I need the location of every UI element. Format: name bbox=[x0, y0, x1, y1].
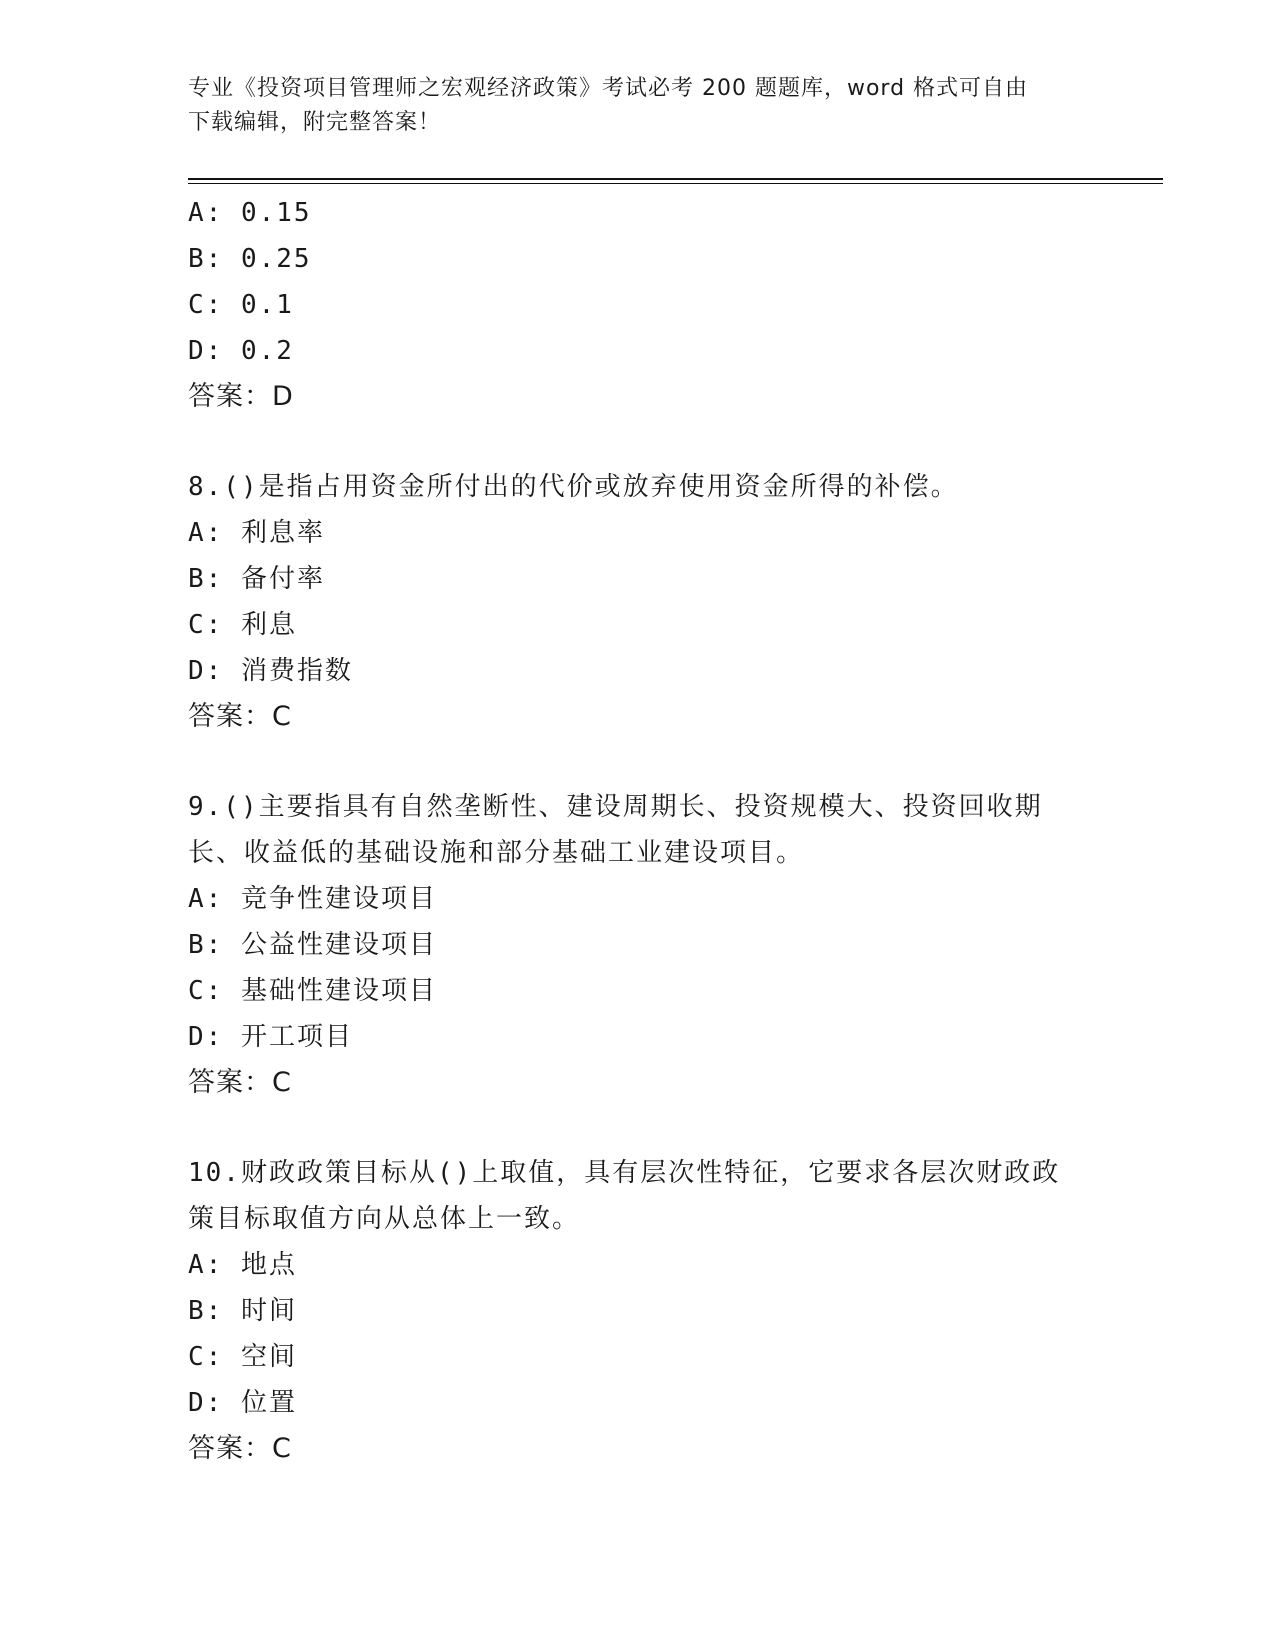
question-9 bbox=[188, 784, 1088, 1106]
option-c: C: 利息 bbox=[188, 610, 297, 640]
option-a: A: 0.15 bbox=[188, 198, 312, 228]
option-b: B: 时间 bbox=[188, 1296, 297, 1326]
spacer bbox=[188, 420, 1088, 464]
header-line-1: 专业《投资项目管理师之宏观经济政策》考试必考 200 题题库，word 格式可自由 bbox=[188, 76, 1029, 101]
answer-label: 答案：C bbox=[188, 1067, 292, 1098]
spacer bbox=[188, 1106, 1088, 1150]
question-stem-line-2: 策目标取值方向从总体上一致。 bbox=[188, 1204, 581, 1234]
question-8 bbox=[188, 464, 1088, 740]
document-header bbox=[188, 72, 1088, 140]
question-stem-line-2: 长、收益低的基础设施和部分基础工业建设项目。 bbox=[188, 838, 805, 868]
spacer bbox=[188, 740, 1088, 784]
option-b: B: 备付率 bbox=[188, 564, 325, 594]
option-c: C: 0.1 bbox=[188, 290, 294, 320]
question-7 bbox=[188, 190, 1088, 420]
header-rule-thick bbox=[188, 178, 1163, 180]
option-a: A: 竞争性建设项目 bbox=[188, 884, 437, 914]
option-d: D: 消费指数 bbox=[188, 656, 353, 686]
option-d: D: 开工项目 bbox=[188, 1022, 353, 1052]
answer-label: 答案：C bbox=[188, 1433, 292, 1464]
option-b: B: 0.25 bbox=[188, 244, 312, 274]
header-line-2: 下载编辑，附完整答案！ bbox=[188, 110, 442, 135]
question-list bbox=[188, 190, 1088, 1472]
question-stem-line-1: 10.财政政策目标从()上取值，具有层次性特征，它要求各层次财政政 bbox=[188, 1158, 1061, 1188]
answer-label: 答案：D bbox=[188, 381, 294, 412]
question-stem-line-1: 9.()主要指具有自然垄断性、建设周期长、投资规模大、投资回收期 bbox=[188, 792, 1043, 822]
option-d: D: 0.2 bbox=[188, 336, 294, 366]
option-a: A: 地点 bbox=[188, 1250, 297, 1280]
option-d: D: 位置 bbox=[188, 1388, 297, 1418]
header-rule-thin bbox=[188, 183, 1163, 184]
question-stem: 8.()是指占用资金所付出的代价或放弃使用资金所得的补偿。 bbox=[188, 472, 959, 502]
option-c: C: 空间 bbox=[188, 1342, 297, 1372]
option-a: A: 利息率 bbox=[188, 518, 325, 548]
option-b: B: 公益性建设项目 bbox=[188, 930, 437, 960]
answer-label: 答案：C bbox=[188, 701, 292, 732]
question-10 bbox=[188, 1150, 1088, 1472]
option-c: C: 基础性建设项目 bbox=[188, 976, 437, 1006]
